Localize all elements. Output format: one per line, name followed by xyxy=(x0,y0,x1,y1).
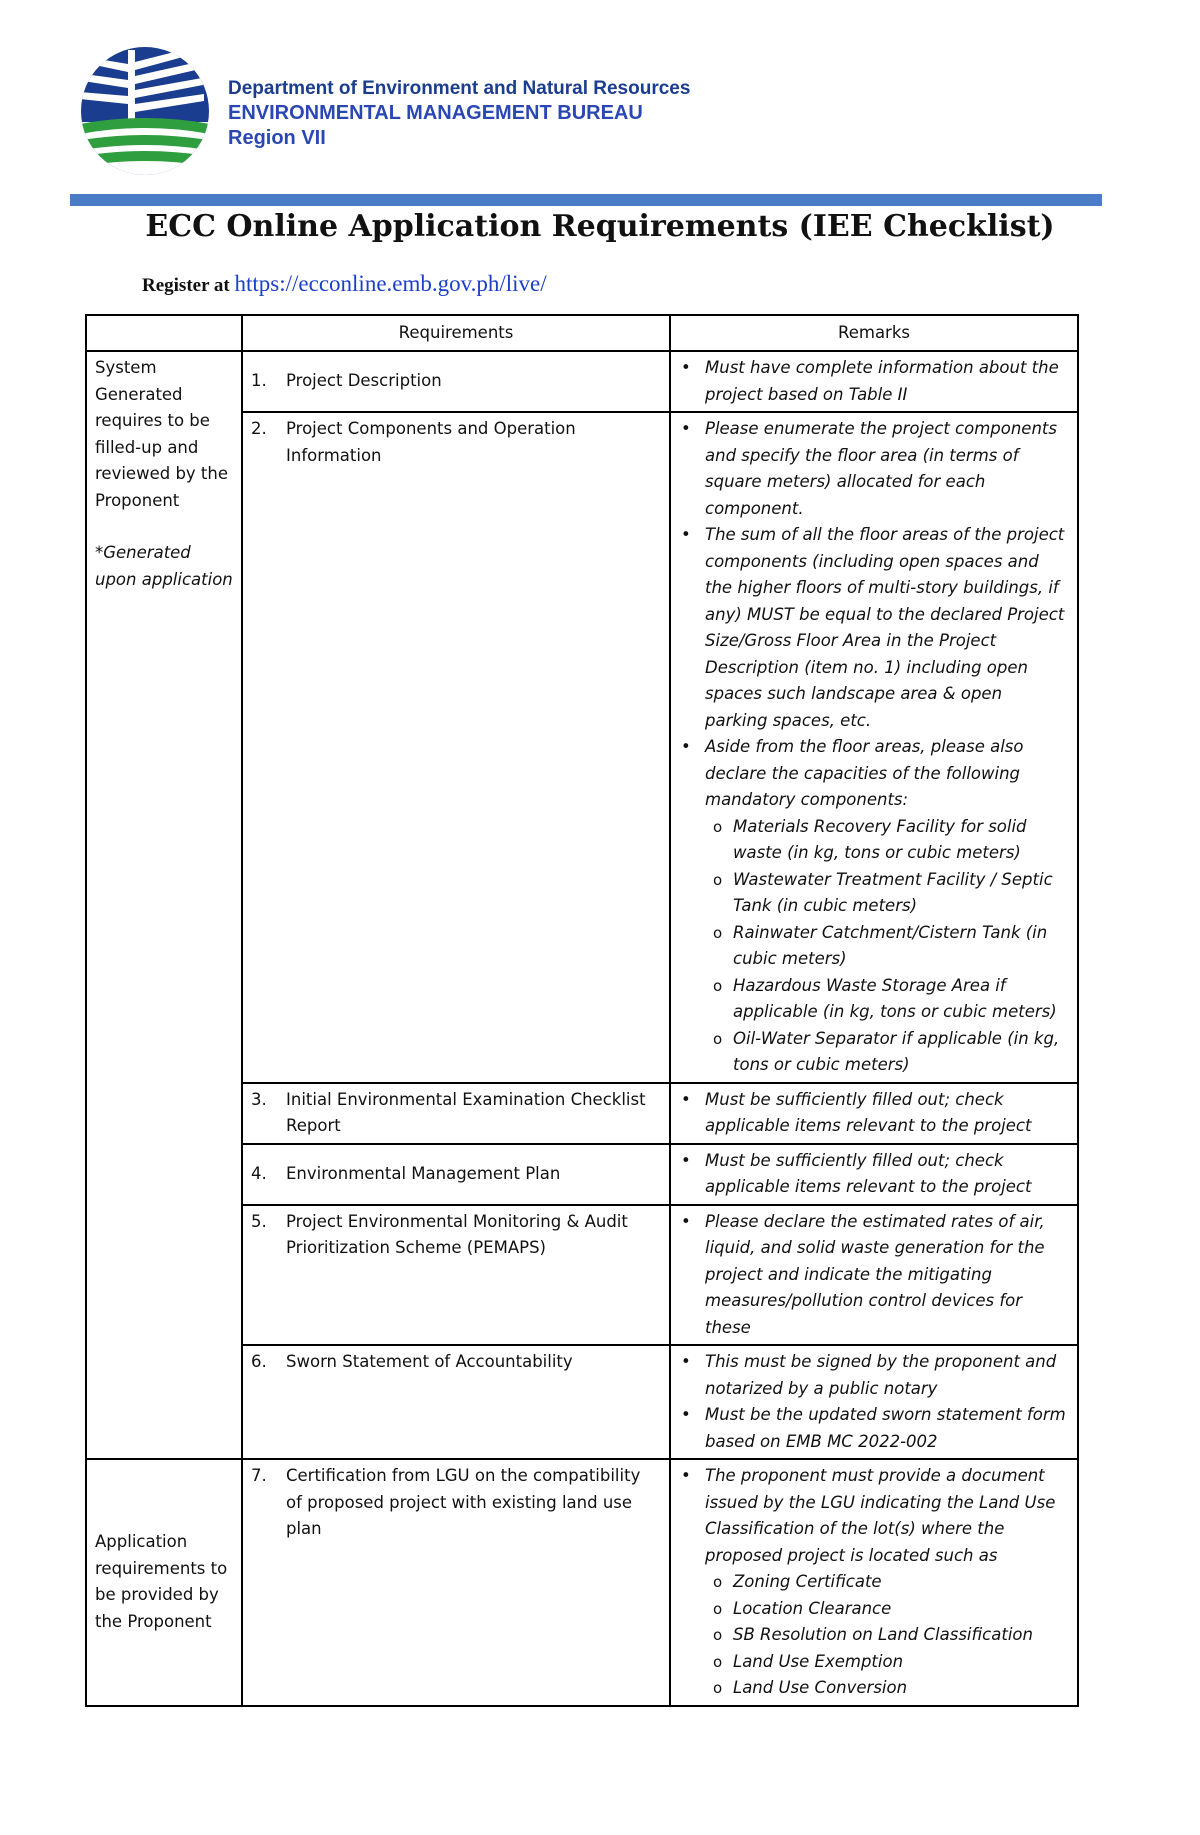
item-number: 1. xyxy=(251,371,267,391)
remark-item xyxy=(705,1463,1069,1702)
item-number: 6. xyxy=(251,1352,267,1371)
requirement-text: Project Description xyxy=(286,371,442,391)
group-note: *Generated upon application xyxy=(95,543,233,589)
remark-text: The proponent must provide a document issued by the LGU indicating the Land Use Classification of the lot(s) where the proposed project is located such as xyxy=(705,1466,1056,1565)
header-remarks: Remarks xyxy=(670,315,1078,351)
remark-item: • Must be sufficiently filled out; check applicable items relevant to the project xyxy=(705,1087,1069,1140)
group-label-cell xyxy=(86,351,242,1459)
remark-subitem: o Land Use Conversion xyxy=(733,1675,1069,1702)
register-link[interactable]: https://ecconline.emb.gov.ph/live/ xyxy=(234,271,547,296)
item-number: 2. xyxy=(251,419,267,438)
page-title: ECC Online Application Requirements (IEE Checklist) xyxy=(145,209,1055,244)
requirement-cell xyxy=(242,1459,670,1706)
table-row xyxy=(86,351,1078,412)
requirement-text: Sworn Statement of Accountability xyxy=(286,1352,573,1371)
remark-item: • Must be the updated sworn statement form based on EMB MC 2022-002 xyxy=(705,1402,1069,1455)
remark-subitem: o Wastewater Treatment Facility / Septic Tank (in cubic meters) xyxy=(733,867,1069,920)
header-requirements: Requirements xyxy=(242,315,670,351)
requirement-text: Initial Environmental Examination Checklist Report xyxy=(286,1089,646,1135)
remarks-cell xyxy=(670,1345,1078,1459)
remark-subitem: o SB Resolution on Land Classification xyxy=(733,1622,1069,1649)
remark-item: • Must be sufficiently filled out; check applicable items relevant to the project xyxy=(705,1148,1069,1201)
remarks-cell xyxy=(670,412,1078,1083)
remark-item: • This must be signed by the proponent and notarized by a public notary xyxy=(705,1349,1069,1402)
requirement-cell xyxy=(242,1144,670,1205)
requirement-cell xyxy=(242,1083,670,1144)
table-header-row xyxy=(86,315,1078,351)
remarks-cell xyxy=(670,1459,1078,1706)
register-line xyxy=(142,271,547,297)
remark-item xyxy=(705,734,1069,1079)
remark-subitem: o Hazardous Waste Storage Area if applicable (in kg, tons or cubic meters) xyxy=(733,973,1069,1026)
bureau-name: ENVIRONMENTAL MANAGEMENT BUREAU xyxy=(228,102,643,124)
remark-item: • The sum of all the floor areas of the project components (including open spaces and the higher floors of multi-story buildings, if any) MUST be equal to the declared Project Size/Gross Floor Area in the Project Description (item no. 1) including open spaces such landscape area & open parking spaces, etc. xyxy=(705,522,1069,734)
remark-item: • Please declare the estimated rates of air, liquid, and solid waste generation for the project and indicate the mitigating measures/pollution control devices for these xyxy=(705,1209,1069,1342)
remark-subitem: o Rainwater Catchment/Cistern Tank (in cubic meters) xyxy=(733,920,1069,973)
requirement-cell xyxy=(242,412,670,1083)
requirement-text: Project Environmental Monitoring & Audit Prioritization Scheme (PEMAPS) xyxy=(286,1211,628,1257)
remarks-cell xyxy=(670,351,1078,412)
denr-logo xyxy=(70,44,220,178)
requirement-text: Project Components and Operation Information xyxy=(286,419,576,465)
department-name: Department of Environment and Natural Resources xyxy=(228,78,691,99)
remark-text: Aside from the floor areas, please also declare the capacities of the following mandatory components: xyxy=(705,737,1024,809)
item-number: 3. xyxy=(251,1089,267,1109)
region-name: Region VII xyxy=(228,127,326,149)
header-cell-blank xyxy=(86,315,242,351)
remark-item: • Please enumerate the project components and specify the floor area (in terms of square meters) allocated for each component. xyxy=(705,416,1069,522)
remark-subitem: o Materials Recovery Facility for solid waste (in kg, tons or cubic meters) xyxy=(733,814,1069,867)
requirement-cell xyxy=(242,351,670,412)
header-divider xyxy=(70,194,1102,206)
remark-subitem: o Land Use Exemption xyxy=(733,1649,1069,1676)
group-label-cell xyxy=(86,1459,242,1706)
group-label: Application requirements to be provided by the Proponent xyxy=(95,1532,228,1631)
requirement-cell xyxy=(242,1345,670,1459)
remark-subitem: o Oil-Water Separator if applicable (in kg, tons or cubic meters) xyxy=(733,1026,1069,1079)
group-label: System Generated requires to be filled-up and reviewed by the Proponent xyxy=(95,358,228,510)
item-number: 5. xyxy=(251,1211,267,1231)
remarks-cell xyxy=(670,1205,1078,1346)
requirements-table xyxy=(85,314,1079,1707)
remark-subitem: o Zoning Certificate xyxy=(733,1569,1069,1596)
item-number: 7. xyxy=(251,1466,267,1485)
requirement-text: Environmental Management Plan xyxy=(286,1163,561,1183)
item-number: 4. xyxy=(251,1163,267,1183)
remark-item: • Must have complete information about the project based on Table II xyxy=(705,355,1069,408)
remarks-cell xyxy=(670,1144,1078,1205)
remarks-cell xyxy=(670,1083,1078,1144)
requirement-text: Certification from LGU on the compatibility of proposed project with existing land use plan xyxy=(286,1466,641,1538)
organization-block xyxy=(228,76,690,151)
remark-subitem: o Location Clearance xyxy=(733,1596,1069,1623)
register-label: Register at xyxy=(142,275,230,296)
table-row xyxy=(86,1459,1078,1706)
requirement-cell xyxy=(242,1205,670,1346)
